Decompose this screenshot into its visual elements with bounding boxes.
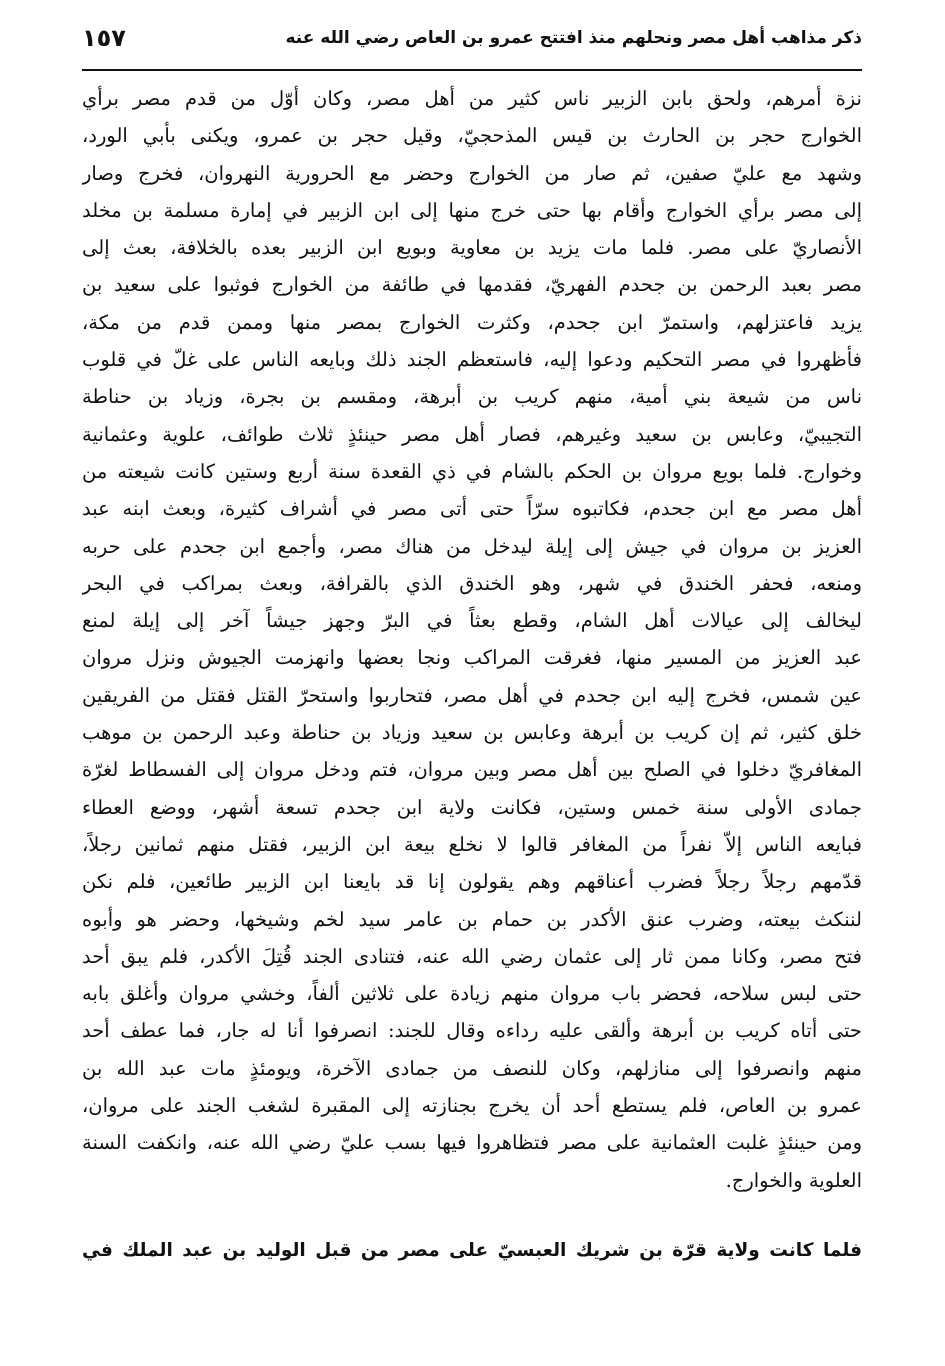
- main-paragraph: [82, 80, 862, 1199]
- text-line: وخوارج. فلما بويع مروان بن الحكم بالشام في ذي القعدة سنة أربع وستين كانت شيعته من: [82, 459, 862, 483]
- text-line: فأظهروا في مصر التحكيم ودعوا إليه، فاستعظم الجند ذلك وبايعه الناس على غلّ في قلوب: [82, 348, 862, 372]
- text-line: الخوارج حجر بن الحارث بن قيس المذحجيّ، وقيل حجر بن عمرو، ويكنى بأبي الورد،: [82, 124, 862, 148]
- text-line: فبايعه الناس إلاّ نفراً من المغافر قالوا لا نخلع بيعة ابن الزبير، فقتل منهم ثمانين رجلاً،: [82, 832, 862, 856]
- text-line: نزة أمرهم، ولحق بابن الزبير ناس كثير من أهل مصر، وكان أوّل من قدم مصر برأي: [82, 87, 862, 110]
- text-line: لننكث بيعته، وضرب عنق الأكدر بن حمام بن عامر سيد لخم وشيخها، وحضر هو وأبوه: [82, 907, 862, 931]
- next-paragraph: [82, 1232, 862, 1269]
- text-line: ليخالف إلى عيالات أهل الشام، وقطع بعثاً في البرّ وجهز جيشاً آخر إلى إيلة لمنع: [82, 609, 862, 633]
- text-line: العزيز بن مروان في جيش إلى إيلة ليدخل من هناك مصر، وأجمع ابن جحدم على حربه: [82, 534, 862, 558]
- text-line: ومنعه، فحفر الخندق في شهر، وهو الخندق الذي بالقرافة، وبعث بمراكب في البحر: [82, 571, 862, 595]
- text-line: قدّمهم رجلاً رجلاً فضرب أعناقهم وهم يقولون إنا قد بايعنا ابن الزبير طائعين، فلم نكن: [82, 870, 862, 894]
- text-line: فتح مصر، وكانا ممن ثار إلى عثمان رضي الله عنه، فتنادى الجند قُتِلَ الأكدر، فلم يبق أحد: [82, 944, 862, 968]
- text-line: أهل مصر مع ابن جحدم، فكاتبوه سرّاً حتى أتى مصر في أشراف كثيرة، وبعث ابنه عبد: [82, 497, 862, 521]
- text-line: ناس من شيعة بني أمية، منهم كريب بن أبرهة، ومقسم بن بجرة، وزياد بن حناطة: [82, 385, 862, 409]
- running-header: [82, 22, 862, 62]
- text-line: إلى مصر برأي الخوارج وأقام بها حتى خرج منها إلى ابن الزبير في إمارة مسلمة بن مخلد: [82, 198, 862, 222]
- header-rule: [82, 69, 862, 71]
- text-line: خلق كثير، ثم إن كريب بن أبرهة وعابس بن سعيد وزياد بن حناطة وعبد الرحمن بن موهب: [82, 721, 862, 745]
- text-line: وشهد مع عليّ صفين، ثم صار من الخوارج وحضر مع الحرورية النهروان، فخرج وصار: [82, 161, 862, 185]
- text-line: عمرو بن العاص، فلم يستطع أحد أن يخرج بجنازته إلى المقبرة لشغب الجند على مروان،: [82, 1094, 862, 1118]
- text-line: حتى لبس سلاحه، فحضر باب مروان منهم زيادة على ثلاثين ألفاً، وخشي مروان وأغلق بابه: [82, 982, 862, 1006]
- text-line: ومن حينئذٍ غلبت العثمانية على مصر فتظاهروا فيها بسب عليّ رضي الله عنه، وانكفت السنة: [82, 1131, 862, 1155]
- text-line: عبد العزيز من المسير منها، فغرقت المراكب ونجا بعضها وانهزمت الجيوش ونزل مروان: [82, 646, 862, 670]
- text-line: الأنصاريّ على مصر. فلما مات يزيد بن معاوية وبويع ابن الزبير بعده بالخلافة، بعث إلى: [82, 236, 862, 260]
- page-number: ١٥٧: [82, 24, 126, 52]
- text-line-last: العلوية والخوارج.: [725, 1168, 862, 1192]
- text-line: جمادى الأولى سنة خمس وستين، فكانت ولاية ابن جحدم تسعة أشهر، ووضع العطاء: [82, 795, 862, 819]
- text-line: التجيبيّ، وعابس بن سعيد وغيرهم، فصار أهل مصر حينئذٍ ثلاث طوائف، علوية وعثمانية: [82, 422, 862, 446]
- text-line: يزيد فاعتزلهم، واستمرّ ابن جحدم، وكثرت الخوارج بمصر منها وممن قدم من مكة،: [82, 310, 862, 334]
- text-line: فلما كانت ولاية قرّة بن شريك العبسيّ على مصر من قبل الوليد بن عبد الملك في: [82, 1240, 862, 1261]
- text-line: مصر بعبد الرحمن بن جحدم الفهريّ، فقدمها في طائفة من الخوارج فوثبوا على سعيد بن: [82, 273, 862, 297]
- text-line: المغافريّ دخلوا في الصلح بين أهل مصر وبين مروان، فتم ودخل مروان إلى الفسطاط لغرّة: [82, 758, 862, 782]
- text-line: منهم وانصرفوا إلى منازلهم، وكان للنصف من جمادى الآخرة، ويومئذٍ مات عبد الله بن: [82, 1056, 862, 1080]
- running-head-title: ذكر مذاهب أهل مصر ونحلهم منذ افتتح عمرو بن العاص رضي الله عنه: [285, 28, 862, 48]
- text-line: حتى أتاه كريب بن أبرهة وألقى عليه رداءه وقال للجند: انصرفوا أنا له جار، فما عطف أحد: [82, 1019, 862, 1043]
- text-line: عين شمس، فخرج إليه ابن جحدم في أهل مصر، فتحاربوا واستحرّ القتل فقتل من الفريقين: [82, 683, 862, 707]
